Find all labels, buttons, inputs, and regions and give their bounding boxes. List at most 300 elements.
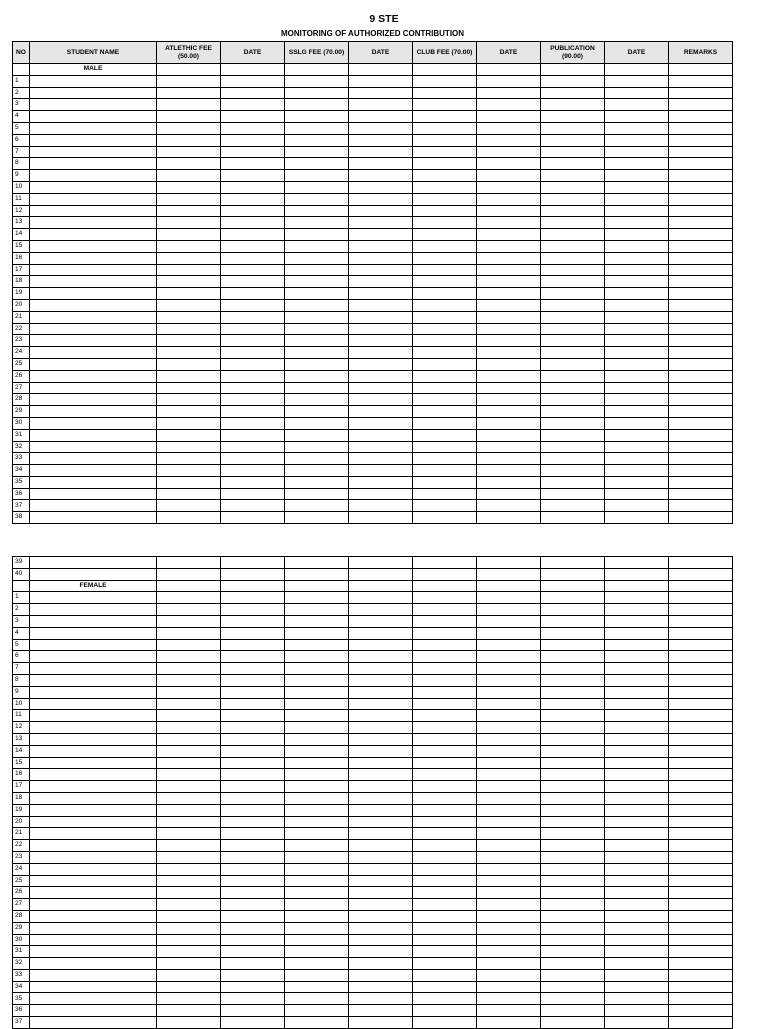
- date-cell[interactable]: [477, 651, 541, 663]
- date-cell[interactable]: [605, 887, 669, 899]
- sslg-fee-cell[interactable]: [285, 111, 349, 123]
- club-fee-cell[interactable]: [413, 382, 477, 394]
- student-name-cell[interactable]: [30, 441, 157, 453]
- date-cell[interactable]: [349, 804, 413, 816]
- remarks-cell[interactable]: [669, 792, 733, 804]
- athletic-fee-cell[interactable]: [157, 592, 221, 604]
- club-fee-cell[interactable]: [413, 816, 477, 828]
- publication-cell[interactable]: [541, 615, 605, 627]
- sslg-fee-cell[interactable]: [285, 910, 349, 922]
- remarks-cell[interactable]: [669, 804, 733, 816]
- publication-cell[interactable]: [541, 370, 605, 382]
- sslg-fee-cell[interactable]: [285, 429, 349, 441]
- publication-cell[interactable]: [541, 512, 605, 524]
- sslg-fee-cell[interactable]: [285, 240, 349, 252]
- remarks-cell[interactable]: [669, 781, 733, 793]
- publication-cell[interactable]: [541, 863, 605, 875]
- student-name-cell[interactable]: [30, 429, 157, 441]
- student-name-cell[interactable]: [30, 512, 157, 524]
- publication-cell[interactable]: [541, 205, 605, 217]
- date-cell[interactable]: [349, 276, 413, 288]
- date-cell[interactable]: [349, 429, 413, 441]
- date-cell[interactable]: [349, 651, 413, 663]
- student-name-cell[interactable]: [30, 370, 157, 382]
- sslg-fee-cell[interactable]: [285, 557, 349, 569]
- student-name-cell[interactable]: [30, 816, 157, 828]
- sslg-fee-cell[interactable]: [285, 512, 349, 524]
- remarks-cell[interactable]: [669, 769, 733, 781]
- date-cell[interactable]: [605, 488, 669, 500]
- student-name-cell[interactable]: [30, 122, 157, 134]
- club-fee-cell[interactable]: [413, 276, 477, 288]
- publication-cell[interactable]: [541, 87, 605, 99]
- club-fee-cell[interactable]: [413, 969, 477, 981]
- remarks-cell[interactable]: [669, 722, 733, 734]
- date-cell[interactable]: [349, 264, 413, 276]
- date-cell[interactable]: [605, 745, 669, 757]
- date-cell[interactable]: [605, 441, 669, 453]
- publication-cell[interactable]: [541, 887, 605, 899]
- date-cell[interactable]: [477, 769, 541, 781]
- date-cell[interactable]: [477, 512, 541, 524]
- athletic-fee-cell[interactable]: [157, 134, 221, 146]
- date-cell[interactable]: [605, 663, 669, 675]
- sslg-fee-cell[interactable]: [285, 217, 349, 229]
- student-name-cell[interactable]: [30, 674, 157, 686]
- club-fee-cell[interactable]: [413, 370, 477, 382]
- date-cell[interactable]: [221, 946, 285, 958]
- date-cell[interactable]: [221, 500, 285, 512]
- date-cell[interactable]: [605, 417, 669, 429]
- remarks-cell[interactable]: [669, 229, 733, 241]
- date-cell[interactable]: [605, 686, 669, 698]
- publication-cell[interactable]: [541, 252, 605, 264]
- student-name-cell[interactable]: [30, 851, 157, 863]
- remarks-cell[interactable]: [669, 111, 733, 123]
- student-name-cell[interactable]: [30, 887, 157, 899]
- publication-cell[interactable]: [541, 781, 605, 793]
- date-cell[interactable]: [349, 733, 413, 745]
- date-cell[interactable]: [221, 335, 285, 347]
- publication-cell[interactable]: [541, 592, 605, 604]
- sslg-fee-cell[interactable]: [285, 323, 349, 335]
- date-cell[interactable]: [605, 111, 669, 123]
- sslg-fee-cell[interactable]: [285, 394, 349, 406]
- remarks-cell[interactable]: [669, 75, 733, 87]
- date-cell[interactable]: [605, 969, 669, 981]
- publication-cell[interactable]: [541, 651, 605, 663]
- publication-cell[interactable]: [541, 417, 605, 429]
- date-cell[interactable]: [221, 757, 285, 769]
- date-cell[interactable]: [477, 99, 541, 111]
- date-cell[interactable]: [349, 993, 413, 1005]
- publication-cell[interactable]: [541, 99, 605, 111]
- date-cell[interactable]: [221, 488, 285, 500]
- date-cell[interactable]: [349, 875, 413, 887]
- date-cell[interactable]: [221, 512, 285, 524]
- publication-cell[interactable]: [541, 488, 605, 500]
- athletic-fee-cell[interactable]: [157, 910, 221, 922]
- date-cell[interactable]: [605, 217, 669, 229]
- club-fee-cell[interactable]: [413, 111, 477, 123]
- student-name-cell[interactable]: [30, 828, 157, 840]
- date-cell[interactable]: [349, 686, 413, 698]
- date-cell[interactable]: [221, 851, 285, 863]
- date-cell[interactable]: [605, 722, 669, 734]
- remarks-cell[interactable]: [669, 347, 733, 359]
- remarks-cell[interactable]: [669, 851, 733, 863]
- athletic-fee-cell[interactable]: [157, 75, 221, 87]
- date-cell[interactable]: [221, 722, 285, 734]
- club-fee-cell[interactable]: [413, 323, 477, 335]
- sslg-fee-cell[interactable]: [285, 500, 349, 512]
- club-fee-cell[interactable]: [413, 875, 477, 887]
- club-fee-cell[interactable]: [413, 922, 477, 934]
- date-cell[interactable]: [221, 922, 285, 934]
- athletic-fee-cell[interactable]: [157, 828, 221, 840]
- athletic-fee-cell[interactable]: [157, 146, 221, 158]
- publication-cell[interactable]: [541, 922, 605, 934]
- student-name-cell[interactable]: [30, 863, 157, 875]
- date-cell[interactable]: [221, 394, 285, 406]
- club-fee-cell[interactable]: [413, 193, 477, 205]
- club-fee-cell[interactable]: [413, 122, 477, 134]
- date-cell[interactable]: [349, 87, 413, 99]
- date-cell[interactable]: [605, 993, 669, 1005]
- club-fee-cell[interactable]: [413, 453, 477, 465]
- date-cell[interactable]: [221, 193, 285, 205]
- date-cell[interactable]: [221, 99, 285, 111]
- remarks-cell[interactable]: [669, 146, 733, 158]
- student-name-cell[interactable]: [30, 627, 157, 639]
- athletic-fee-cell[interactable]: [157, 347, 221, 359]
- remarks-cell[interactable]: [669, 568, 733, 580]
- date-cell[interactable]: [477, 170, 541, 182]
- date-cell[interactable]: [477, 745, 541, 757]
- club-fee-cell[interactable]: [413, 252, 477, 264]
- date-cell[interactable]: [605, 500, 669, 512]
- remarks-cell[interactable]: [669, 453, 733, 465]
- club-fee-cell[interactable]: [413, 406, 477, 418]
- date-cell[interactable]: [605, 87, 669, 99]
- publication-cell[interactable]: [541, 604, 605, 616]
- date-cell[interactable]: [605, 170, 669, 182]
- student-name-cell[interactable]: [30, 651, 157, 663]
- date-cell[interactable]: [349, 568, 413, 580]
- club-fee-cell[interactable]: [413, 722, 477, 734]
- student-name-cell[interactable]: [30, 465, 157, 477]
- sslg-fee-cell[interactable]: [285, 651, 349, 663]
- remarks-cell[interactable]: [669, 311, 733, 323]
- date-cell[interactable]: [605, 946, 669, 958]
- date-cell[interactable]: [349, 311, 413, 323]
- remarks-cell[interactable]: [669, 1017, 733, 1029]
- date-cell[interactable]: [477, 476, 541, 488]
- club-fee-cell[interactable]: [413, 792, 477, 804]
- publication-cell[interactable]: [541, 441, 605, 453]
- remarks-cell[interactable]: [669, 615, 733, 627]
- publication-cell[interactable]: [541, 158, 605, 170]
- date-cell[interactable]: [605, 804, 669, 816]
- athletic-fee-cell[interactable]: [157, 205, 221, 217]
- publication-cell[interactable]: [541, 276, 605, 288]
- date-cell[interactable]: [221, 205, 285, 217]
- date-cell[interactable]: [349, 170, 413, 182]
- date-cell[interactable]: [605, 627, 669, 639]
- date-cell[interactable]: [221, 781, 285, 793]
- date-cell[interactable]: [221, 181, 285, 193]
- publication-cell[interactable]: [541, 181, 605, 193]
- date-cell[interactable]: [349, 698, 413, 710]
- club-fee-cell[interactable]: [413, 686, 477, 698]
- sslg-fee-cell[interactable]: [285, 311, 349, 323]
- remarks-cell[interactable]: [669, 429, 733, 441]
- publication-cell[interactable]: [541, 627, 605, 639]
- athletic-fee-cell[interactable]: [157, 698, 221, 710]
- sslg-fee-cell[interactable]: [285, 993, 349, 1005]
- student-name-cell[interactable]: [30, 733, 157, 745]
- sslg-fee-cell[interactable]: [285, 146, 349, 158]
- athletic-fee-cell[interactable]: [157, 568, 221, 580]
- date-cell[interactable]: [221, 476, 285, 488]
- date-cell[interactable]: [605, 512, 669, 524]
- publication-cell[interactable]: [541, 500, 605, 512]
- date-cell[interactable]: [349, 205, 413, 217]
- publication-cell[interactable]: [541, 993, 605, 1005]
- date-cell[interactable]: [605, 240, 669, 252]
- sslg-fee-cell[interactable]: [285, 792, 349, 804]
- remarks-cell[interactable]: [669, 181, 733, 193]
- date-cell[interactable]: [605, 851, 669, 863]
- date-cell[interactable]: [221, 745, 285, 757]
- date-cell[interactable]: [477, 804, 541, 816]
- date-cell[interactable]: [349, 453, 413, 465]
- date-cell[interactable]: [349, 757, 413, 769]
- date-cell[interactable]: [221, 453, 285, 465]
- student-name-cell[interactable]: [30, 181, 157, 193]
- date-cell[interactable]: [477, 946, 541, 958]
- student-name-cell[interactable]: [30, 170, 157, 182]
- date-cell[interactable]: [349, 476, 413, 488]
- club-fee-cell[interactable]: [413, 1005, 477, 1017]
- date-cell[interactable]: [605, 323, 669, 335]
- athletic-fee-cell[interactable]: [157, 663, 221, 675]
- remarks-cell[interactable]: [669, 170, 733, 182]
- remarks-cell[interactable]: [669, 217, 733, 229]
- publication-cell[interactable]: [541, 394, 605, 406]
- student-name-cell[interactable]: [30, 592, 157, 604]
- sslg-fee-cell[interactable]: [285, 252, 349, 264]
- date-cell[interactable]: [349, 323, 413, 335]
- date-cell[interactable]: [605, 181, 669, 193]
- date-cell[interactable]: [477, 347, 541, 359]
- remarks-cell[interactable]: [669, 406, 733, 418]
- sslg-fee-cell[interactable]: [285, 722, 349, 734]
- publication-cell[interactable]: [541, 358, 605, 370]
- student-name-cell[interactable]: [30, 299, 157, 311]
- date-cell[interactable]: [477, 604, 541, 616]
- club-fee-cell[interactable]: [413, 934, 477, 946]
- club-fee-cell[interactable]: [413, 240, 477, 252]
- student-name-cell[interactable]: [30, 347, 157, 359]
- club-fee-cell[interactable]: [413, 733, 477, 745]
- remarks-cell[interactable]: [669, 875, 733, 887]
- date-cell[interactable]: [605, 674, 669, 686]
- remarks-cell[interactable]: [669, 651, 733, 663]
- date-cell[interactable]: [349, 639, 413, 651]
- student-name-cell[interactable]: [30, 981, 157, 993]
- date-cell[interactable]: [349, 134, 413, 146]
- publication-cell[interactable]: [541, 851, 605, 863]
- date-cell[interactable]: [349, 299, 413, 311]
- date-cell[interactable]: [349, 288, 413, 300]
- date-cell[interactable]: [477, 816, 541, 828]
- date-cell[interactable]: [349, 710, 413, 722]
- date-cell[interactable]: [605, 958, 669, 970]
- date-cell[interactable]: [477, 500, 541, 512]
- sslg-fee-cell[interactable]: [285, 899, 349, 911]
- date-cell[interactable]: [221, 111, 285, 123]
- date-cell[interactable]: [605, 75, 669, 87]
- sslg-fee-cell[interactable]: [285, 476, 349, 488]
- publication-cell[interactable]: [541, 946, 605, 958]
- club-fee-cell[interactable]: [413, 710, 477, 722]
- publication-cell[interactable]: [541, 465, 605, 477]
- date-cell[interactable]: [477, 1005, 541, 1017]
- athletic-fee-cell[interactable]: [157, 87, 221, 99]
- remarks-cell[interactable]: [669, 441, 733, 453]
- athletic-fee-cell[interactable]: [157, 170, 221, 182]
- date-cell[interactable]: [221, 170, 285, 182]
- sslg-fee-cell[interactable]: [285, 276, 349, 288]
- remarks-cell[interactable]: [669, 288, 733, 300]
- publication-cell[interactable]: [541, 335, 605, 347]
- student-name-cell[interactable]: [30, 698, 157, 710]
- publication-cell[interactable]: [541, 969, 605, 981]
- date-cell[interactable]: [349, 851, 413, 863]
- club-fee-cell[interactable]: [413, 946, 477, 958]
- date-cell[interactable]: [477, 981, 541, 993]
- date-cell[interactable]: [221, 840, 285, 852]
- date-cell[interactable]: [221, 615, 285, 627]
- publication-cell[interactable]: [541, 663, 605, 675]
- athletic-fee-cell[interactable]: [157, 429, 221, 441]
- club-fee-cell[interactable]: [413, 757, 477, 769]
- club-fee-cell[interactable]: [413, 205, 477, 217]
- sslg-fee-cell[interactable]: [285, 592, 349, 604]
- date-cell[interactable]: [477, 557, 541, 569]
- publication-cell[interactable]: [541, 733, 605, 745]
- club-fee-cell[interactable]: [413, 288, 477, 300]
- sslg-fee-cell[interactable]: [285, 134, 349, 146]
- sslg-fee-cell[interactable]: [285, 264, 349, 276]
- publication-cell[interactable]: [541, 134, 605, 146]
- sslg-fee-cell[interactable]: [285, 229, 349, 241]
- remarks-cell[interactable]: [669, 887, 733, 899]
- student-name-cell[interactable]: [30, 993, 157, 1005]
- date-cell[interactable]: [221, 887, 285, 899]
- student-name-cell[interactable]: [30, 500, 157, 512]
- date-cell[interactable]: [605, 757, 669, 769]
- sslg-fee-cell[interactable]: [285, 698, 349, 710]
- athletic-fee-cell[interactable]: [157, 840, 221, 852]
- date-cell[interactable]: [221, 358, 285, 370]
- athletic-fee-cell[interactable]: [157, 252, 221, 264]
- date-cell[interactable]: [477, 875, 541, 887]
- sslg-fee-cell[interactable]: [285, 170, 349, 182]
- publication-cell[interactable]: [541, 476, 605, 488]
- date-cell[interactable]: [605, 347, 669, 359]
- remarks-cell[interactable]: [669, 922, 733, 934]
- date-cell[interactable]: [477, 733, 541, 745]
- sslg-fee-cell[interactable]: [285, 639, 349, 651]
- athletic-fee-cell[interactable]: [157, 276, 221, 288]
- date-cell[interactable]: [221, 863, 285, 875]
- student-name-cell[interactable]: [30, 394, 157, 406]
- date-cell[interactable]: [349, 828, 413, 840]
- sslg-fee-cell[interactable]: [285, 816, 349, 828]
- date-cell[interactable]: [605, 370, 669, 382]
- date-cell[interactable]: [605, 311, 669, 323]
- club-fee-cell[interactable]: [413, 639, 477, 651]
- date-cell[interactable]: [221, 264, 285, 276]
- athletic-fee-cell[interactable]: [157, 417, 221, 429]
- sslg-fee-cell[interactable]: [285, 757, 349, 769]
- athletic-fee-cell[interactable]: [157, 229, 221, 241]
- sslg-fee-cell[interactable]: [285, 417, 349, 429]
- student-name-cell[interactable]: [30, 111, 157, 123]
- remarks-cell[interactable]: [669, 512, 733, 524]
- date-cell[interactable]: [605, 288, 669, 300]
- date-cell[interactable]: [221, 592, 285, 604]
- date-cell[interactable]: [477, 205, 541, 217]
- student-name-cell[interactable]: [30, 757, 157, 769]
- student-name-cell[interactable]: [30, 146, 157, 158]
- remarks-cell[interactable]: [669, 910, 733, 922]
- sslg-fee-cell[interactable]: [285, 840, 349, 852]
- club-fee-cell[interactable]: [413, 299, 477, 311]
- club-fee-cell[interactable]: [413, 311, 477, 323]
- date-cell[interactable]: [477, 639, 541, 651]
- date-cell[interactable]: [477, 674, 541, 686]
- publication-cell[interactable]: [541, 311, 605, 323]
- date-cell[interactable]: [477, 627, 541, 639]
- date-cell[interactable]: [477, 757, 541, 769]
- sslg-fee-cell[interactable]: [285, 863, 349, 875]
- date-cell[interactable]: [221, 87, 285, 99]
- date-cell[interactable]: [605, 557, 669, 569]
- publication-cell[interactable]: [541, 568, 605, 580]
- date-cell[interactable]: [221, 981, 285, 993]
- sslg-fee-cell[interactable]: [285, 615, 349, 627]
- athletic-fee-cell[interactable]: [157, 1005, 221, 1017]
- date-cell[interactable]: [605, 899, 669, 911]
- athletic-fee-cell[interactable]: [157, 851, 221, 863]
- club-fee-cell[interactable]: [413, 769, 477, 781]
- date-cell[interactable]: [221, 276, 285, 288]
- sslg-fee-cell[interactable]: [285, 828, 349, 840]
- date-cell[interactable]: [605, 840, 669, 852]
- remarks-cell[interactable]: [669, 500, 733, 512]
- date-cell[interactable]: [605, 769, 669, 781]
- date-cell[interactable]: [349, 840, 413, 852]
- athletic-fee-cell[interactable]: [157, 792, 221, 804]
- date-cell[interactable]: [477, 922, 541, 934]
- publication-cell[interactable]: [541, 288, 605, 300]
- date-cell[interactable]: [221, 429, 285, 441]
- date-cell[interactable]: [605, 406, 669, 418]
- remarks-cell[interactable]: [669, 663, 733, 675]
